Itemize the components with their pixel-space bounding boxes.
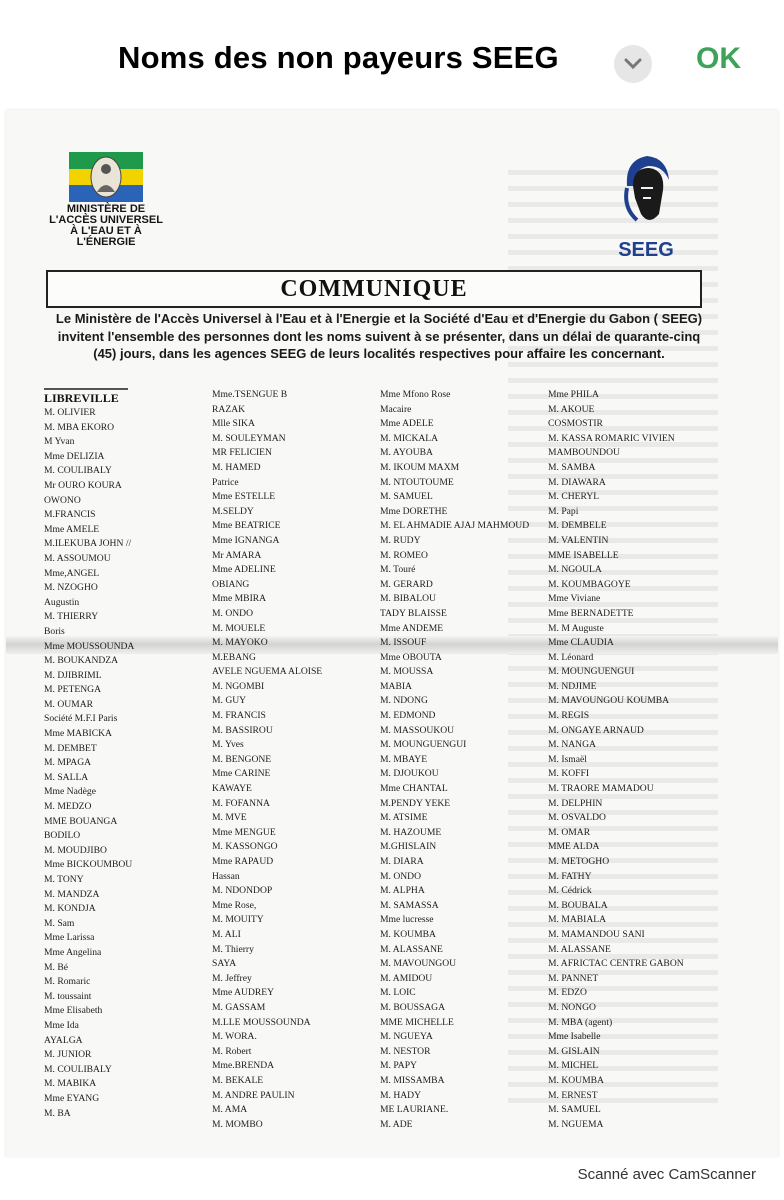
name-entry: Hassan [212, 870, 240, 882]
name-entry: M. DIAWARA [548, 476, 606, 488]
name-entry: M. KOUMBAGOYE [548, 578, 631, 590]
ministry-logo [46, 152, 166, 248]
name-entry: M.FRANCIS [44, 509, 96, 521]
top-bar [0, 0, 784, 110]
name-entry: M. NGOMBI [212, 680, 265, 692]
name-entry: Société M.F.I Paris [44, 713, 118, 725]
name-entry: RAZAK [212, 403, 246, 415]
name-entry: M. MBA (agent) [548, 1016, 613, 1028]
name-entry: M. HADY [380, 1089, 422, 1101]
name-entry: MME BOUANGA [44, 815, 118, 827]
communique-title-box [46, 270, 702, 308]
communique-title: COMMUNIQUE [280, 275, 468, 302]
name-entry: M. KOUMBA [380, 928, 436, 940]
name-entry: M. PETENGA [44, 684, 102, 696]
name-entry: M.EBANG [212, 651, 256, 663]
name-entry: M. ANDRE PAULIN [212, 1089, 295, 1101]
ministry-line-2: L'ACCÈS UNIVERSEL [49, 214, 163, 226]
name-entry: M. OLIVIER [44, 407, 96, 418]
name-entry: Mme ANDEME [380, 622, 444, 634]
name-entry: M. MOMBO [212, 1118, 263, 1130]
name-entry: Mme IGNANGA [212, 534, 280, 546]
name-entry: M.SELDY [212, 505, 254, 517]
name-entry: Mme.BRENDA [212, 1060, 275, 1072]
name-entry: Mme MBIRA [212, 593, 267, 605]
name-entry: M. MAVOUNGOU [380, 958, 457, 970]
name-entry: Mme DORETHE [380, 505, 448, 517]
name-entry: Mme.TSENGUE B [212, 389, 288, 400]
name-entry: M. KASSA ROMARIC VIVIEN [548, 432, 675, 444]
name-entry: MABIA [380, 680, 412, 692]
name-entry: Macaire [380, 403, 412, 415]
name-entry: M. PANNET [548, 972, 599, 984]
name-entry: M. ROMEO [380, 549, 428, 561]
name-entry: Mme,ANGEL [44, 567, 100, 579]
name-entry: M. HAMED [212, 461, 261, 473]
name-entry: M. BEKALE [212, 1074, 264, 1086]
name-entry: M.PENDY YEKE [380, 797, 451, 809]
names-column-1 [44, 388, 209, 1121]
name-entry: Mme Viviane [548, 593, 601, 605]
name-entry: M. ONGAYE ARNAUD [548, 724, 644, 736]
name-entry: M. MPAGA [44, 757, 92, 769]
name-entry: M. REGIS [548, 710, 590, 722]
name-entry: M. EDMOND [380, 710, 436, 722]
name-entry: M. KOFFI [548, 768, 590, 780]
name-entry: M. MOUNGUENGUI [548, 666, 635, 678]
name-entry: Mme EYANG [44, 1092, 100, 1104]
name-entry: M. HAZOUME [380, 826, 442, 838]
name-entry: M. MOUNGUENGUI [380, 739, 467, 751]
name-entry: M. Thierry [212, 943, 254, 955]
name-entry: M. BOUSSAGA [380, 1001, 446, 1013]
name-entry: M. MEDZO [44, 801, 92, 813]
name-entry: M. DJOUKOU [380, 768, 439, 780]
name-entry: Mme MOUSSOUNDA [44, 640, 135, 652]
name-entry: M. ONDO [212, 607, 254, 619]
name-entry: M. Romaric [44, 976, 91, 988]
name-entry: M. FATHY [548, 870, 592, 882]
name-entry: M. Jeffrey [212, 972, 252, 984]
name-entry: M. ALPHA [380, 885, 425, 897]
name-entry: M. SAMBA [548, 461, 596, 473]
name-entry: M. ISSOUF [380, 637, 427, 649]
name-entry: Mme AMELE [44, 523, 100, 535]
name-entry: M. RUDY [380, 534, 421, 546]
name-entry: Mme MENGUE [212, 826, 276, 838]
name-entry: M. EDZO [548, 987, 587, 999]
name-entry: Mme Larissa [44, 932, 95, 944]
name-entry: MAMBOUNDOU [548, 447, 620, 459]
name-entry: M. COULIBALY [44, 1063, 112, 1075]
name-entry: Mme Elisabeth [44, 1005, 103, 1017]
name-entry: Mr AMARA [212, 549, 262, 561]
name-entry: SAYA [212, 958, 237, 970]
name-entry: M. THIERRY [44, 611, 99, 623]
scanned-document [6, 110, 778, 1158]
name-entry: M. ALI [212, 928, 241, 940]
name-entry: M. ERNEST [548, 1089, 598, 1101]
name-entry: M. METOGHO [548, 856, 610, 867]
name-entry: Augustin [44, 596, 80, 608]
name-entry: M. SAMASSA [380, 899, 439, 911]
name-entry: M. Papi [548, 505, 579, 517]
name-entry: M. ALASSANE [548, 943, 611, 955]
name-entry: M. DJIBRIML [44, 669, 102, 681]
name-entry: M. OUMAR [44, 698, 94, 710]
name-entry: TADY BLAISSE [380, 607, 447, 619]
communique-text: Le Ministère de l'Accès Universel à l'Eau et à l'Energie et la Société d'Eau et d'Energie du Gabon ( SEEG) invitent l'ensemble des personnes dont les noms suivent à se présenter, dans un délai de quarante-cinq (45) jours, dans les agences SEEG de leurs localités respectives pour affaire les concernant. [55, 311, 703, 361]
ministry-line-1: MINISTÈRE DE [66, 203, 146, 215]
name-entry: Mme MABICKA [44, 728, 112, 740]
name-entry: M. NANGA [548, 739, 596, 751]
name-entry: M. SAMUEL [380, 491, 433, 503]
name-entry: M. JUNIOR [44, 1049, 92, 1061]
name-entry: M. MICKALA [380, 432, 439, 444]
name-entry: M. toussaint [44, 990, 92, 1002]
name-entry: M. BOUBALA [548, 899, 608, 911]
name-entry: M. ATSIME [380, 812, 428, 824]
names-column-2 [212, 388, 377, 1132]
name-entry: M. MVE [212, 812, 247, 824]
name-entry: M.GHISLAIN [380, 841, 437, 853]
name-entry: M. SOULEYMAN [212, 432, 286, 444]
name-entry: BODILO [44, 830, 81, 842]
name-entry: M. NZOGHO [44, 582, 98, 594]
name-entry: Mr OURO KOURA [44, 479, 122, 491]
name-entry: M. AYOUBA [380, 447, 433, 459]
name-entry: M. MBA EKORO [44, 421, 115, 433]
name-entry: M. MISSAMBA [380, 1074, 445, 1086]
name-entry: M. Ismaël [548, 753, 587, 765]
name-entry: M. OSVALDO [548, 812, 606, 824]
name-entry: OWONO [44, 494, 81, 506]
name-entry: M. EL AHMADIE AJAJ MAHMOUD [380, 520, 530, 532]
name-entry: Mme BERNADETTE [548, 607, 634, 619]
name-entry: Mme Angelina [44, 946, 102, 958]
seeg-logo [610, 152, 682, 262]
name-entry: MME ALDA [548, 841, 600, 853]
seeg-mask-icon [619, 152, 673, 232]
name-entry: M. AFRICTAC CENTRE GABON [548, 958, 684, 970]
name-entry: M. DIARA [380, 856, 424, 867]
name-entry: Mme CARINE [212, 768, 271, 780]
name-entry: M. NTOUTOUME [380, 476, 454, 488]
name-entry: M. TONY [44, 874, 84, 885]
name-entry: Mme ADELINE [212, 564, 276, 576]
name-entry: M. NGOULA [548, 564, 602, 576]
name-entry: M. MABIKA [44, 1078, 97, 1090]
name-entry: M. Yves [212, 739, 244, 751]
name-entry: M Yvan [44, 436, 75, 448]
name-entry: M. MASSOUKOU [380, 724, 455, 736]
name-entry: M. DEMBELE [548, 520, 607, 532]
name-entry: M. NDONDOP [212, 885, 273, 897]
name-entry: ME LAURIANE. [380, 1104, 449, 1116]
name-entry: M.ILEKUBA JOHN // [44, 538, 132, 550]
name-entry: MR FELICIEN [212, 447, 272, 459]
name-entry: M. GERARD [380, 578, 433, 590]
name-entry: Mme BICKOUMBOU [44, 859, 133, 871]
name-entry: M. ONDO [380, 870, 422, 882]
name-entry: M. VALENTIN [548, 534, 609, 546]
name-entry: Mme ESTELLE [212, 491, 276, 503]
name-entry: M. NONGO [548, 1001, 596, 1013]
name-entry: M. BASSIROU [212, 724, 273, 736]
name-entry: M. Touré [380, 564, 416, 576]
name-entry: M. SALLA [44, 771, 89, 783]
name-entry: M. SAMUEL [548, 1104, 601, 1116]
name-entry: M. OMAR [548, 826, 591, 838]
name-entry: M. MICHEL [548, 1060, 599, 1072]
city-header: LIBREVILLE [44, 388, 128, 406]
name-entry: MME MICHELLE [380, 1016, 454, 1028]
name-entry: Mme CHANTAL [380, 783, 448, 795]
name-entry: M. ADE [380, 1118, 413, 1130]
name-entry: M. MOUSSA [380, 666, 434, 678]
name-entry: M. NGUEMA [548, 1118, 604, 1130]
names-column-4 [548, 388, 713, 1132]
name-entry: M. KOUMBA [548, 1074, 604, 1086]
name-entry: Mme Mfono Rose [380, 389, 451, 400]
name-entry: M. ALASSANE [380, 943, 443, 955]
name-entry: Mme CLAUDIA [548, 637, 614, 649]
name-entry: M. MOUELE [212, 622, 266, 634]
name-entry: M. Léonard [548, 651, 594, 663]
name-entry: Mme AUDREY [212, 987, 275, 999]
ministry-line-3: À L'EAU ET À [70, 225, 142, 237]
seeg-wordmark: SEEG [618, 239, 674, 261]
name-entry: Mme Isabelle [548, 1031, 601, 1043]
name-entry: M. AKOUE [548, 403, 595, 415]
name-entry: M. MAVOUNGOU KOUMBA [548, 695, 670, 707]
name-entry: M. Cédrick [548, 885, 592, 897]
name-entry: Boris [44, 625, 65, 637]
name-entry: AYALGA [44, 1034, 83, 1046]
name-entry: Mme RAPAUD [212, 856, 274, 867]
name-entry: M. LOIC [380, 987, 416, 999]
ministry-line-4: L'ÉNERGIE [76, 236, 136, 248]
name-entry: M. BA [44, 1107, 71, 1119]
name-entry: M. Sam [44, 917, 75, 929]
name-entry: M. MOUDJIBO [44, 844, 107, 856]
name-entry: Mme BEATRICE [212, 520, 281, 532]
gabon-emblem-icon [69, 152, 143, 202]
document-title: Noms des non payeurs SEEG [118, 40, 559, 75]
name-entry: COSMOSTIR [548, 418, 603, 430]
name-entry: M. MAMANDOU SANI [548, 928, 645, 940]
name-entry: M. DEMBET [44, 742, 97, 754]
name-entry: M. FOFANNA [212, 797, 270, 809]
name-entry: M. MAYOKO [212, 637, 268, 649]
name-entry: M. ASSOUMOU [44, 552, 111, 564]
name-entry: Mlle SIKA [212, 418, 255, 430]
name-entry: M.LLE MOUSSOUNDA [212, 1016, 311, 1028]
name-entry: M. IKOUM MAXM [380, 461, 460, 473]
name-entry: M. DELPHIN [548, 797, 603, 809]
name-entry: M. GISLAIN [548, 1045, 600, 1057]
name-entry: M. BOUKANDZA [44, 655, 119, 667]
name-entry: M. AMA [212, 1104, 248, 1116]
name-entry: M. MABIALA [548, 914, 607, 926]
name-entry: Mme Nadège [44, 786, 96, 798]
name-entry: Mme lucresse [380, 914, 434, 926]
name-entry: M. FRANCIS [212, 710, 266, 722]
footer-bar [0, 1158, 784, 1200]
name-entry: Mme DELIZIA [44, 450, 105, 462]
name-entry: Mme Rose, [212, 899, 257, 911]
name-entry: M. CHERYL [548, 491, 600, 503]
name-entry: M. GASSAM [212, 1001, 266, 1013]
name-entry: Mme ADELE [380, 418, 434, 430]
name-entry: M. Robert [212, 1045, 252, 1057]
name-entry: M. NDJIME [548, 680, 597, 692]
name-entry: M. KONDJA [44, 903, 96, 915]
names-column-3 [380, 388, 545, 1132]
name-entry: AVELE NGUEMA ALOISE [212, 666, 323, 678]
name-entry: M. BIBALOU [380, 593, 436, 605]
name-entry: M. PAPY [380, 1060, 417, 1072]
name-entry: M. GUY [212, 695, 247, 707]
name-entry: M. BENGONE [212, 753, 272, 765]
name-entry: Mme PHILA [548, 389, 599, 400]
camscanner-label: Scanné avec CamScanner [577, 1166, 756, 1183]
name-entry: M. MANDZA [44, 888, 100, 900]
name-entry: M. MBAYE [380, 753, 428, 765]
name-entry: KAWAYE [212, 783, 252, 795]
name-entry: M. NDONG [380, 695, 428, 707]
name-entry: Patrice [212, 476, 239, 488]
name-entry: Mme Ida [44, 1019, 79, 1031]
name-entry: M. COULIBALY [44, 465, 112, 477]
name-entry: M. AMIDOU [380, 972, 433, 984]
name-entry: MME ISABELLE [548, 549, 619, 561]
name-entry: Mme OBOUTA [380, 651, 442, 663]
name-entry: M. NESTOR [380, 1045, 431, 1057]
name-entry: M. Bé [44, 961, 68, 973]
name-entry: M. KASSONGO [212, 841, 278, 853]
name-entry: M. TRAORE MAMADOU [548, 783, 654, 795]
name-entry: M. WORA. [212, 1031, 257, 1043]
chevron-down-icon[interactable] [614, 45, 652, 83]
name-entry: OBIANG [212, 578, 250, 590]
name-entry: M. M Auguste [548, 622, 604, 634]
ok-button[interactable]: OK [696, 42, 741, 75]
name-entry: M. NGUEYA [380, 1031, 433, 1043]
name-entry: M. MOUITY [212, 914, 264, 926]
